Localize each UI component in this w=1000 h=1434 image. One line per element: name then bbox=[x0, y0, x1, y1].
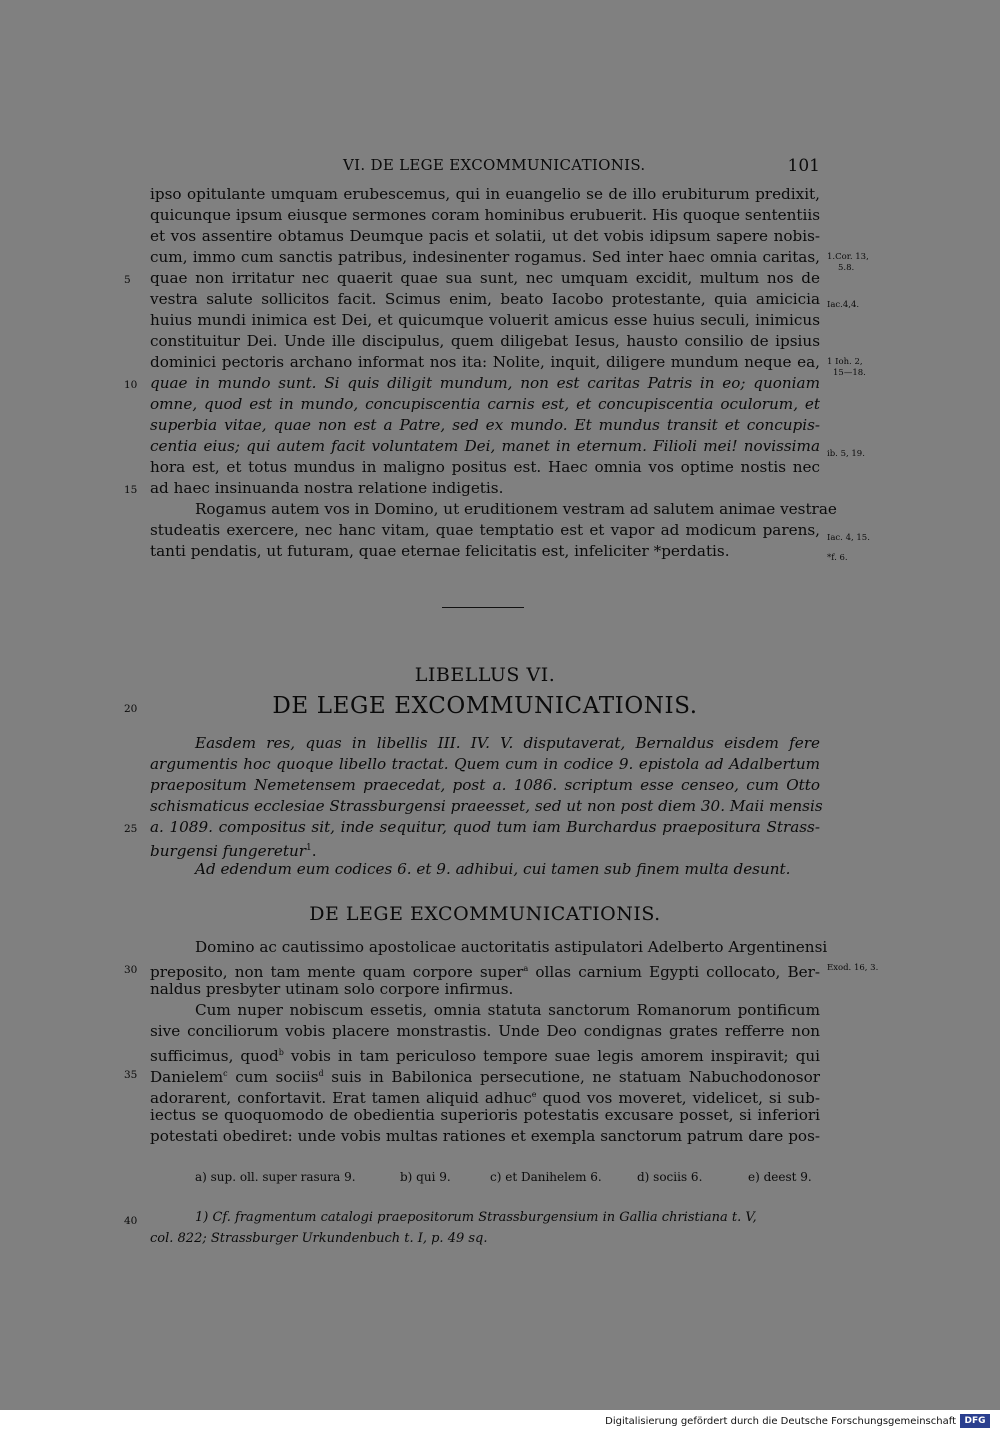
text-line: hora est, et totus mundus in maligno positus est. Haec omnia vos optime nostis nec bbox=[150, 458, 820, 476]
text-span: vobis in tam periculoso tempore suae legis amorem inspiravit; qui bbox=[290, 1047, 820, 1066]
intro-line: burgensi fungeretur$^1$. bbox=[150, 842, 317, 861]
footnote-marker: e bbox=[531, 1090, 537, 1099]
margin-note: Iac.4,4. bbox=[827, 300, 860, 310]
text-line: dominici pectoris archano informat nos ita: Nolite, inquit, diligere mundum neque ea, bbox=[150, 353, 820, 371]
text-line: et vos assentire obtamus Deumque pacis et solatii, ut det vobis idipsum sapere nobis- bbox=[150, 227, 820, 245]
running-title: VI. DE LEGE EXCOMMUNICATIONIS. bbox=[343, 156, 646, 174]
text-line: huius mundi inimica est Dei, et quicumque voluerit amicus esse huius seculi, inimicus bbox=[150, 311, 820, 329]
text-line: studeatis exercere, nec hanc vitam, quae temptatio est et vapor ad modicum parens, bbox=[150, 521, 820, 539]
text-line: tanti pendatis, ut futuram, quae eternae felicitatis est, infeliciter *perdatis. bbox=[150, 542, 730, 560]
line-number: 10 bbox=[124, 379, 138, 391]
line-number: 25 bbox=[124, 823, 138, 835]
text-span: quod vos moveret, videlicet, si sub- bbox=[542, 1089, 820, 1108]
text-line bbox=[150, 1063, 821, 1087]
margin-note: 5.8. bbox=[838, 263, 855, 273]
text-span: ollas carnium Egypti collocato, Ber- bbox=[535, 963, 821, 982]
book-title: DE LEGE EXCOMMUNICATIONIS. bbox=[272, 693, 698, 719]
line-number: 35 bbox=[124, 1069, 138, 1081]
footnote: col. 822; Strassburger Urkundenbuch t. I, p. 49 sq. bbox=[150, 1231, 488, 1246]
margin-note: *f. 6. bbox=[827, 553, 848, 563]
text-line: sive conciliorum vobis placere monstrastis. Unde Deo condignas grates refferre non bbox=[150, 1022, 820, 1040]
text-line: Domino ac cautissimo apostolicae auctoritatis astipulatori Adelberto Argentinensi bbox=[195, 938, 828, 956]
apparatus-note: a) sup. oll. super rasura 9. bbox=[195, 1170, 356, 1184]
apparatus-note: c) et Danihelem 6. bbox=[490, 1170, 602, 1184]
footnote-marker: c bbox=[223, 1069, 228, 1078]
intro-line: schismaticus ecclesiae Strassburgensi praeesset, sed ut non post diem 30. Maii mensis bbox=[150, 797, 823, 815]
intro-line: praepositum Nemetensem praecedat, post a. 1086. scriptum esse censeo, cum Otto bbox=[150, 776, 820, 794]
text-line: cum, immo cum sanctis patribus, indesinenter rogamus. Sed inter haec omnia caritas, bbox=[150, 248, 820, 266]
margin-note: Exod. 16, 3. bbox=[827, 963, 879, 973]
text-span: Danielem bbox=[150, 1068, 224, 1087]
text-line: quicunque ipsum eiusque sermones coram hominibus erubuerit. His quoque sententiis bbox=[150, 206, 820, 224]
margin-note: ib. 5, 19. bbox=[827, 449, 865, 459]
text-line bbox=[150, 958, 821, 982]
text-line: ipso opitulante umquam erubescemus, qui in euangelio se de illo erubiturum predixit, bbox=[150, 185, 820, 203]
margin-note: 15—18. bbox=[833, 368, 866, 378]
apparatus-note: d) sociis 6. bbox=[637, 1170, 703, 1184]
text-line: Rogamus autem vos in Domino, ut eruditionem vestram ad salutem animae vestrae bbox=[195, 500, 837, 518]
footnote-marker: d bbox=[318, 1069, 324, 1078]
apparatus-note: e) deest 9. bbox=[748, 1170, 812, 1184]
text-line: iectus se quoquomodo de obedientia superioris potestatis excusare posset, si inferiori bbox=[150, 1106, 820, 1124]
line-number: 40 bbox=[124, 1215, 138, 1227]
intro-line: Easdem res, quas in libellis III. IV. V. disputaverat, Bernaldus eisdem fere bbox=[195, 734, 820, 752]
footnote-marker: b bbox=[278, 1048, 284, 1057]
text-line bbox=[150, 1042, 820, 1066]
text-line: centia eius; qui autem facit voluntatem Dei, manet in eternum. Filioli mei! novissima bbox=[150, 437, 820, 455]
footnote: 1) Cf. fragmentum catalogi praepositorum Strassburgensium in Gallia christiana t. V, bbox=[195, 1210, 757, 1225]
footnote-marker: a bbox=[523, 964, 529, 973]
line-number: 20 bbox=[124, 703, 138, 715]
text-line: potestati obediret: unde vobis multas rationes et exempla sanctorum patrum dare pos- bbox=[150, 1127, 820, 1145]
text-line: quae non irritatur nec quaerit quae sua sunt, nec umquam excidit, multum nos de bbox=[150, 269, 820, 287]
libellus-heading: LIBELLUS VI. bbox=[414, 664, 556, 686]
intro-line: argumentis hoc quoque libello tractat. Quem cum in codice 9. epistola ad Adalbertum bbox=[150, 755, 820, 773]
line-number: 30 bbox=[124, 964, 138, 976]
text-line: quae in mundo sunt. Si quis diligit mundum, non est caritas Patris in eo; quoniam bbox=[150, 374, 820, 392]
running-head bbox=[150, 156, 820, 178]
footnote-marker: 1 bbox=[306, 843, 312, 853]
text-span: suis in Babilonica persecutione, ne statuam Nabuchodonosor bbox=[331, 1068, 821, 1087]
apparatus-note: b) qui 9. bbox=[400, 1170, 451, 1184]
text-line: Cum nuper nobiscum essetis, omnia statuta sanctorum Romanorum pontificum bbox=[195, 1001, 820, 1019]
margin-note: Iac. 4, 15. bbox=[827, 533, 870, 543]
intro-line: a. 1089. compositus sit, inde sequitur, quod tum iam Burchardus praepositura Strass- bbox=[150, 818, 820, 836]
text-line: naldus presbyter utinam solo corpore infirmus. bbox=[150, 980, 514, 998]
text-span: sufficimus, quod bbox=[150, 1047, 279, 1066]
page-number: 101 bbox=[787, 156, 820, 176]
text-line: vestra salute sollicitos facit. Scimus enim, beato Iacobo protestante, quia amicicia bbox=[150, 290, 820, 308]
text-span: preposito, non tam mente quam corpore super bbox=[150, 963, 524, 982]
intro-line: Ad edendum eum codices 6. et 9. adhibui, cui tamen sub finem multa desunt. bbox=[195, 860, 791, 878]
margin-note: 1 Ioh. 2, bbox=[827, 357, 863, 367]
dfg-logo-icon: DFG bbox=[960, 1414, 990, 1428]
intro-text: burgensi fungeretur bbox=[150, 842, 307, 861]
text-span: cum sociis bbox=[235, 1068, 319, 1087]
text-line bbox=[150, 1084, 820, 1108]
text-line: ad haec insinuanda nostra relatione indigetis. bbox=[150, 479, 504, 497]
margin-note: 1.Cor. 13, bbox=[827, 252, 869, 262]
text-line: superbia vitae, quae non est a Patre, sed ex mundo. Et mundus transit et concupis- bbox=[150, 416, 820, 434]
funding-credit: Digitalisierung gefördert durch die Deutsche Forschungsgemeinschaft bbox=[605, 1416, 956, 1427]
text-line: constituitur Dei. Unde ille discipulus, quem diligebat Iesus, hausto consilio de ipsius bbox=[150, 332, 820, 350]
section-divider bbox=[442, 607, 524, 608]
line-number: 5 bbox=[124, 274, 131, 286]
text-line: omne, quod est in mundo, concupiscentia carnis est, et concupiscentia oculorum, et bbox=[150, 395, 820, 413]
text-span: adorarent, confortavit. Erat tamen aliquid adhuc bbox=[150, 1089, 532, 1108]
line-number: 15 bbox=[124, 484, 138, 496]
section-title: DE LEGE EXCOMMUNICATIONIS. bbox=[309, 903, 661, 925]
